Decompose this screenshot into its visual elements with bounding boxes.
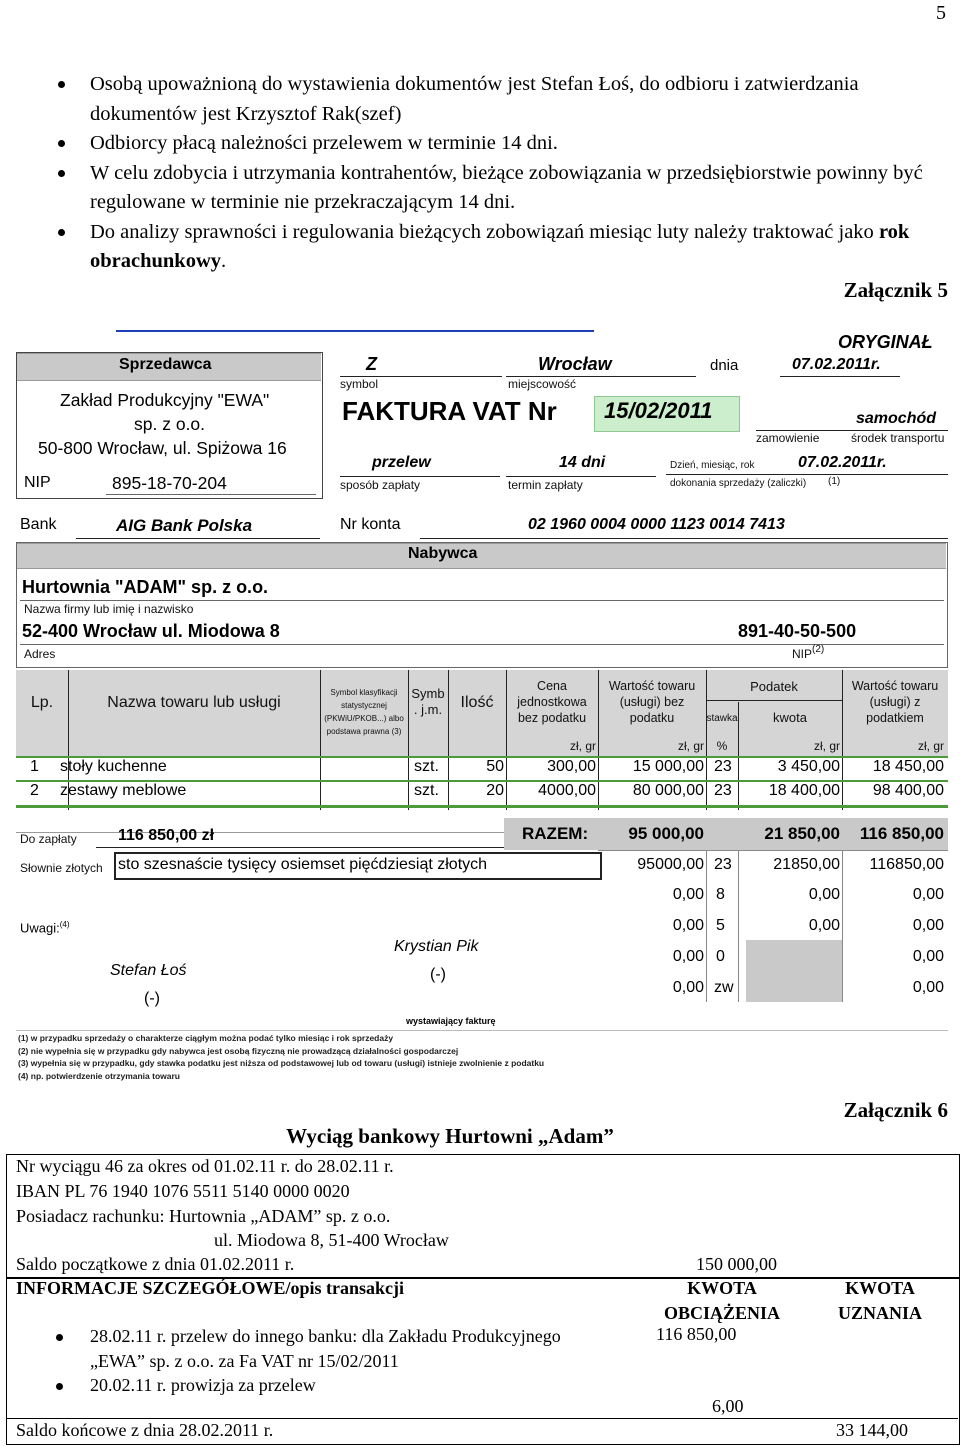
words-label: Słownie złotych — [20, 861, 103, 875]
receiver-name: Krystian Pik — [394, 938, 479, 955]
col-net-line: Wartość towaru — [608, 679, 696, 693]
footnote: (3) wypełnia się w przypadku, gdy stawka podatku jest niższa od podstawowej lub od towaru (usługi) istnieje zwolnienie z podatku — [18, 1058, 545, 1068]
summary-net: 0,00 — [672, 948, 704, 965]
item-net: 80 000,00 — [632, 782, 704, 799]
statement-title-text: Wyciąg bankowy Hurtowni „Adam” — [286, 1124, 614, 1148]
footnotes-rule — [16, 1030, 948, 1031]
invoice-title: FAKTURA VAT Nr — [342, 396, 557, 426]
col-price-line: bez podatku — [517, 711, 587, 725]
sale-date-note: (1) — [828, 476, 841, 487]
intro-bullet-2 — [56, 129, 936, 159]
symbol-value: Z — [366, 354, 377, 374]
bullet-bold-text: rok obrachunkowy — [90, 220, 910, 272]
attachment-5-label: Załącznik 5 — [843, 278, 948, 302]
transaction-description: 20.02.11 r. prowizja za przelew — [90, 1375, 316, 1395]
details-header: INFORMACJE SZCZEGÓŁOWE/opis transakcji — [16, 1278, 405, 1298]
col-net-line: (usługi) bez — [619, 695, 685, 709]
transaction-1-debit: 116 850,00 — [656, 1324, 737, 1344]
transaction-description: 28.02.11 r. przelew do innego banku: dla Zakładu Produkcyjnego — [90, 1326, 561, 1346]
bank-rule — [76, 538, 320, 539]
item-gross: 18 450,00 — [872, 758, 944, 775]
bullet-text: W celu zdobycia i utrzymania kontrahentów, bieżące zobowiązania w przedsiębiorstwie powinny być regulowane w terminie nie przekraczającym 14 dni. — [90, 161, 923, 213]
col-pkwiu-line: podstawa prawna — [326, 727, 390, 736]
item-name: stoły kuchenne — [60, 758, 167, 775]
attachment-6-label: Załącznik 6 — [843, 1098, 948, 1122]
col-tax: Podatek — [750, 679, 798, 694]
buyer-name: Hurtownia "ADAM" sp. z o.o. — [22, 577, 269, 597]
credit-header — [816, 1276, 944, 1325]
col-pkwiu — [320, 686, 408, 738]
bullet-text: Odbiorcy płacą należności przelewem w terminie 14 dni. — [90, 132, 558, 154]
intro-bullet-list — [56, 70, 936, 277]
place-label: miejscowość — [508, 377, 577, 391]
col-pkwiu-note: (3) — [391, 727, 402, 736]
receiver-signature: (-) — [430, 966, 446, 983]
intro-bullet-4 — [56, 218, 936, 277]
intro-bullet-3 — [56, 159, 936, 218]
col-rate: stawka — [706, 713, 738, 724]
bank-statement — [6, 1154, 960, 1444]
col-gross — [842, 678, 948, 726]
to-pay-rule — [96, 847, 516, 848]
col-pkwiu-line: statystycznej — [341, 701, 387, 710]
col-pkwiu-line: (PKWiU/PKOB...) albo — [324, 714, 404, 723]
items-bottom-rule — [16, 805, 948, 808]
summary-rate: 23 — [714, 856, 732, 873]
statement-title — [0, 1124, 960, 1149]
closing-balance-label: Saldo końcowe z dnia 28.02.2011 r. — [16, 1420, 274, 1440]
summary-gross: 0,00 — [912, 979, 944, 996]
list-item — [90, 1373, 561, 1398]
to-pay-label: Do zapłaty — [20, 832, 77, 846]
statement-holder-address: ul. Miodowa 8, 51-400 Wrocław — [214, 1230, 449, 1250]
col-unit-line: Symb — [411, 686, 445, 701]
summary-rate: 0 — [716, 948, 725, 965]
col-gross-line: Wartość towaru — [851, 679, 939, 693]
place-value: Wrocław — [538, 354, 612, 374]
grid-divider — [706, 850, 707, 1002]
debit-header — [646, 1276, 798, 1325]
col-price — [506, 678, 598, 726]
summary-gross: 0,00 — [912, 917, 944, 934]
payment-method-label: sposób zapłaty — [340, 478, 421, 492]
payment-method-value: przelew — [372, 454, 431, 471]
total-gross: 116 850,00 — [859, 824, 944, 843]
buyer-header-bar — [17, 543, 946, 569]
total-label: RAZEM: — [522, 824, 589, 843]
item-lp: 2 — [30, 782, 39, 799]
buyer-nip-label: NIP — [792, 647, 813, 661]
item-name: zestawy meblowe — [60, 782, 187, 799]
buyer-address-label: Adres — [24, 647, 56, 661]
opening-balance-value: 150 000,00 — [696, 1254, 777, 1274]
col-divider — [448, 670, 449, 810]
credit-header-line: UZNANIA — [837, 1302, 922, 1323]
issuer-caption: wystawiający fakturę — [406, 1016, 496, 1026]
remarks-text: Uwagi: — [20, 920, 60, 936]
item-qty: 20 — [486, 782, 504, 799]
summary-net: 95000,00 — [637, 856, 704, 873]
bank-label: Bank — [20, 516, 57, 533]
bank-value: AIG Bank Polska — [116, 516, 253, 535]
col-price-line: Cena — [537, 679, 567, 693]
sale-date-rule — [666, 474, 948, 475]
seller-nip: 895-18-70-204 — [112, 473, 227, 493]
credit-header-line: KWOTA — [845, 1278, 915, 1298]
col-net — [598, 678, 706, 726]
issuer-signature: (-) — [144, 990, 160, 1007]
col-net-line: podatku — [629, 711, 675, 725]
item-tax: 18 400,00 — [768, 782, 840, 799]
summary-net: 0,00 — [672, 886, 704, 903]
col-gross-line: podatkiem — [866, 711, 924, 725]
total-tax: 21 850,00 — [764, 824, 840, 843]
statement-number: Nr wyciągu 46 za okres od 01.02.11 r. do 28.02.11 r. — [16, 1156, 394, 1176]
buyer-address-rule — [20, 644, 944, 645]
original-stamp: ORYGINAŁ — [838, 332, 933, 352]
col-rate-unit: % — [716, 739, 728, 753]
date-label: dnia — [710, 357, 739, 374]
col-pkwiu-line: Symbol klasyfikacji — [330, 688, 398, 697]
statement-holder: Posiadacz rachunku: Hurtownia „ADAM” sp. z o.o. — [16, 1206, 391, 1226]
summary-gross: 116850,00 — [869, 856, 944, 873]
seller-name: Zakład Produkcyjny "EWA" — [60, 390, 270, 410]
col-price-unit: zł, gr — [569, 739, 596, 753]
grid-divider — [738, 850, 739, 1002]
account-label: Nr konta — [340, 516, 401, 533]
transaction-list — [90, 1324, 561, 1398]
payment-method-rule — [340, 476, 500, 477]
remarks-label — [20, 920, 70, 935]
opening-balance-label: Saldo początkowe z dnia 01.02.2011 r. — [16, 1254, 295, 1274]
buyer-header: Nabywca — [408, 545, 478, 562]
col-lp: Lp. — [30, 694, 54, 711]
col-unit-line: . j.m. — [413, 702, 443, 717]
transaction-description: „EWA” sp. z o.o. za Fa VAT nr 15/02/2011 — [90, 1350, 399, 1371]
intro-bullet-1 — [56, 70, 936, 129]
date-rule — [780, 376, 900, 377]
payment-term-label: termin zapłaty — [508, 478, 583, 492]
order-label: zamowienie — [756, 431, 820, 445]
summary-rate: 5 — [716, 917, 725, 934]
debit-header-line: OBCIĄŻENIA — [663, 1302, 781, 1323]
bullet-text: Do analizy sprawności i regulowania bieżących zobowiązań miesiąc luty należy traktować jako — [90, 220, 879, 243]
invoice-number: 15/02/2011 — [604, 398, 713, 423]
transport-label: środek transportu — [851, 431, 945, 445]
item-rate: 23 — [714, 782, 732, 799]
empty-tax-cells — [746, 940, 842, 1002]
to-pay-value: 116 850,00 zł — [118, 827, 215, 844]
buyer-nip: 891-40-50-500 — [738, 621, 857, 641]
summary-gross: 0,00 — [912, 948, 944, 965]
summary-gross: 0,00 — [912, 886, 944, 903]
issuer-name: Stefan Łoś — [110, 962, 187, 979]
issue-date: 07.02.2011r. — [792, 356, 881, 373]
summary-net: 0,00 — [672, 917, 704, 934]
item-gross: 98 400,00 — [872, 782, 944, 799]
page-number: 5 — [936, 2, 946, 24]
bullet-text: Osobą upoważnioną do wystawienia dokumentów jest Stefan Łoś, do odbioru i zatwierdzania dokumentów jest Krzysztof Rak(szef) — [90, 73, 859, 125]
symbol-label: symbol — [340, 377, 379, 391]
col-net-unit: zł, gr — [677, 739, 704, 753]
seller-nip-rule — [106, 494, 316, 495]
item-unit: szt. — [414, 758, 439, 775]
footnote: (2) nie wypełnia się w przypadku gdy nabywca jest osobą fizyczną nie prowadzącą działalności gospodarczej — [18, 1045, 459, 1056]
words-value: sto szesnaście tysięcy osiemset pięćdziesiąt złotych — [118, 856, 488, 873]
total-net: 95 000,00 — [628, 824, 704, 843]
sale-date-value: 07.02.2011r. — [798, 454, 887, 471]
summary-tax: 0,00 — [808, 917, 840, 934]
summary-tax: 0,00 — [808, 886, 840, 903]
bullet-text-end: . — [221, 250, 227, 272]
sale-date-label: Dzień, miesiąc, rok — [670, 460, 755, 471]
payment-term-rule — [506, 476, 656, 477]
transaction-2-debit: 6,00 — [712, 1396, 744, 1416]
footnote: (4) np. potwierdzenie otrzymania towaru — [18, 1070, 180, 1081]
item-lp: 1 — [30, 758, 39, 775]
account-value: 02 1960 0004 0000 1123 0014 7413 — [528, 516, 785, 533]
sale-date-label-2: dokonania sprzedaży (zaliczki) — [670, 478, 807, 489]
invoice-top-rule — [116, 330, 594, 332]
col-gross-line: (usługi) z — [869, 695, 921, 709]
closing-balance-value: 33 144,00 — [836, 1420, 908, 1440]
item-tax: 3 450,00 — [777, 758, 840, 775]
tax-subheader-rule — [706, 700, 842, 701]
item-rate: 23 — [714, 758, 732, 775]
remarks-note: (4) — [59, 920, 70, 929]
seller-form: sp. z o.o. — [134, 414, 206, 434]
seller-nip-label: NIP — [24, 474, 51, 491]
invoice-image — [16, 330, 948, 1081]
buyer-name-label: Nazwa firmy lub imię i nazwisko — [24, 602, 194, 616]
col-unit — [408, 686, 448, 718]
seller-address: 50-800 Wrocław, ul. Spiżowa 16 — [38, 438, 287, 458]
footnotes — [18, 1032, 544, 1082]
col-price-line: jednostkowa — [517, 695, 587, 709]
buyer-nip-note: (2) — [812, 644, 825, 655]
order-value: samochód — [856, 410, 937, 427]
item-qty: 50 — [486, 758, 504, 775]
col-name: Nazwa towaru lub usługi — [107, 694, 281, 711]
seller-header: Sprzedawca — [119, 356, 212, 373]
statement-iban: IBAN PL 76 1940 1076 5511 5140 0000 0020 — [16, 1181, 350, 1201]
item-price: 4000,00 — [538, 782, 596, 799]
col-qty: Ilość — [460, 694, 494, 711]
buyer-address: 52-400 Wrocław ul. Miodowa 8 — [22, 621, 280, 641]
footnote: (1) w przypadku sprzedaży o charakterze ciągłym można podać tylko miesiąc i rok sprzedaży — [18, 1033, 394, 1043]
col-gross-unit: zł, gr — [917, 739, 944, 753]
summary-rate: zw — [714, 979, 734, 996]
summary-net: 0,00 — [672, 979, 704, 996]
col-tax-amount: kwota — [773, 710, 807, 725]
summary-rate: 8 — [716, 886, 725, 903]
payment-term-value: 14 dni — [559, 454, 606, 471]
item-net: 15 000,00 — [632, 758, 704, 775]
debit-header-line: KWOTA — [687, 1278, 757, 1298]
item-unit: szt. — [414, 782, 439, 799]
account-rule — [420, 538, 948, 539]
item-price: 300,00 — [547, 758, 596, 775]
grid-divider — [842, 850, 843, 1002]
col-tax-unit: zł, gr — [813, 739, 840, 753]
buyer-name-rule — [20, 600, 944, 601]
list-item — [90, 1324, 561, 1373]
summary-tax: 21850,00 — [773, 856, 840, 873]
